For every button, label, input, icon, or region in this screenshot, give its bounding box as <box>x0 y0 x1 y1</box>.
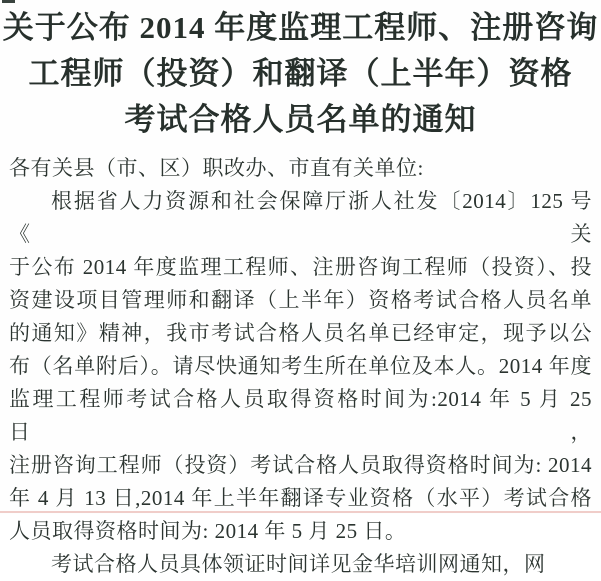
scan-edge-artifact <box>0 511 601 513</box>
body-line: 注册咨询工程师（投资）考试合格人员取得资格时间为: 2014 <box>9 453 592 477</box>
body-line: 监理工程师考试合格人员取得资格时间为:2014 年 5 月 25 日， <box>9 387 592 444</box>
notice-title <box>0 0 601 143</box>
body-line-cutoff: 考试合格人员具体领证时间详见金华培训网通知，网 <box>51 552 546 576</box>
body-line: 根据省人力资源和社会保障厅浙人社发〔2014〕125 号《关 <box>9 189 592 246</box>
body-line: 的通知》精神，我市考试合格人员名单已经审定，现予以公 <box>9 321 592 345</box>
title-line-2: 工程师（投资）和翻译（上半年）资格 <box>28 56 573 91</box>
body-line: 于公布 2014 年度监理工程师、注册咨询工程师（投资）、投 <box>9 255 592 279</box>
body-line: 资建设项目管理师和翻译（上半年）资格考试合格人员名单 <box>9 288 592 312</box>
body-line: 人员取得资格时间为: 2014 年 5 月 25 日。 <box>9 519 407 543</box>
notice-body <box>0 152 601 581</box>
body-line: 年 4 月 13 日,2014 年上半年翻译专业资格（水平）考试合格 <box>9 486 592 510</box>
title-line-1: 关于公布 2014 年度监理工程师、注册咨询 <box>2 10 599 45</box>
scan-artifact-mark <box>2 0 15 3</box>
body-line: 布（名单附后）。请尽快通知考生所在单位及本人。2014 年度 <box>9 354 592 378</box>
salutation-line: 各有关县（市、区）职改办、市直有关单位: <box>9 156 424 180</box>
title-line-3: 考试合格人员名单的通知 <box>124 102 477 137</box>
